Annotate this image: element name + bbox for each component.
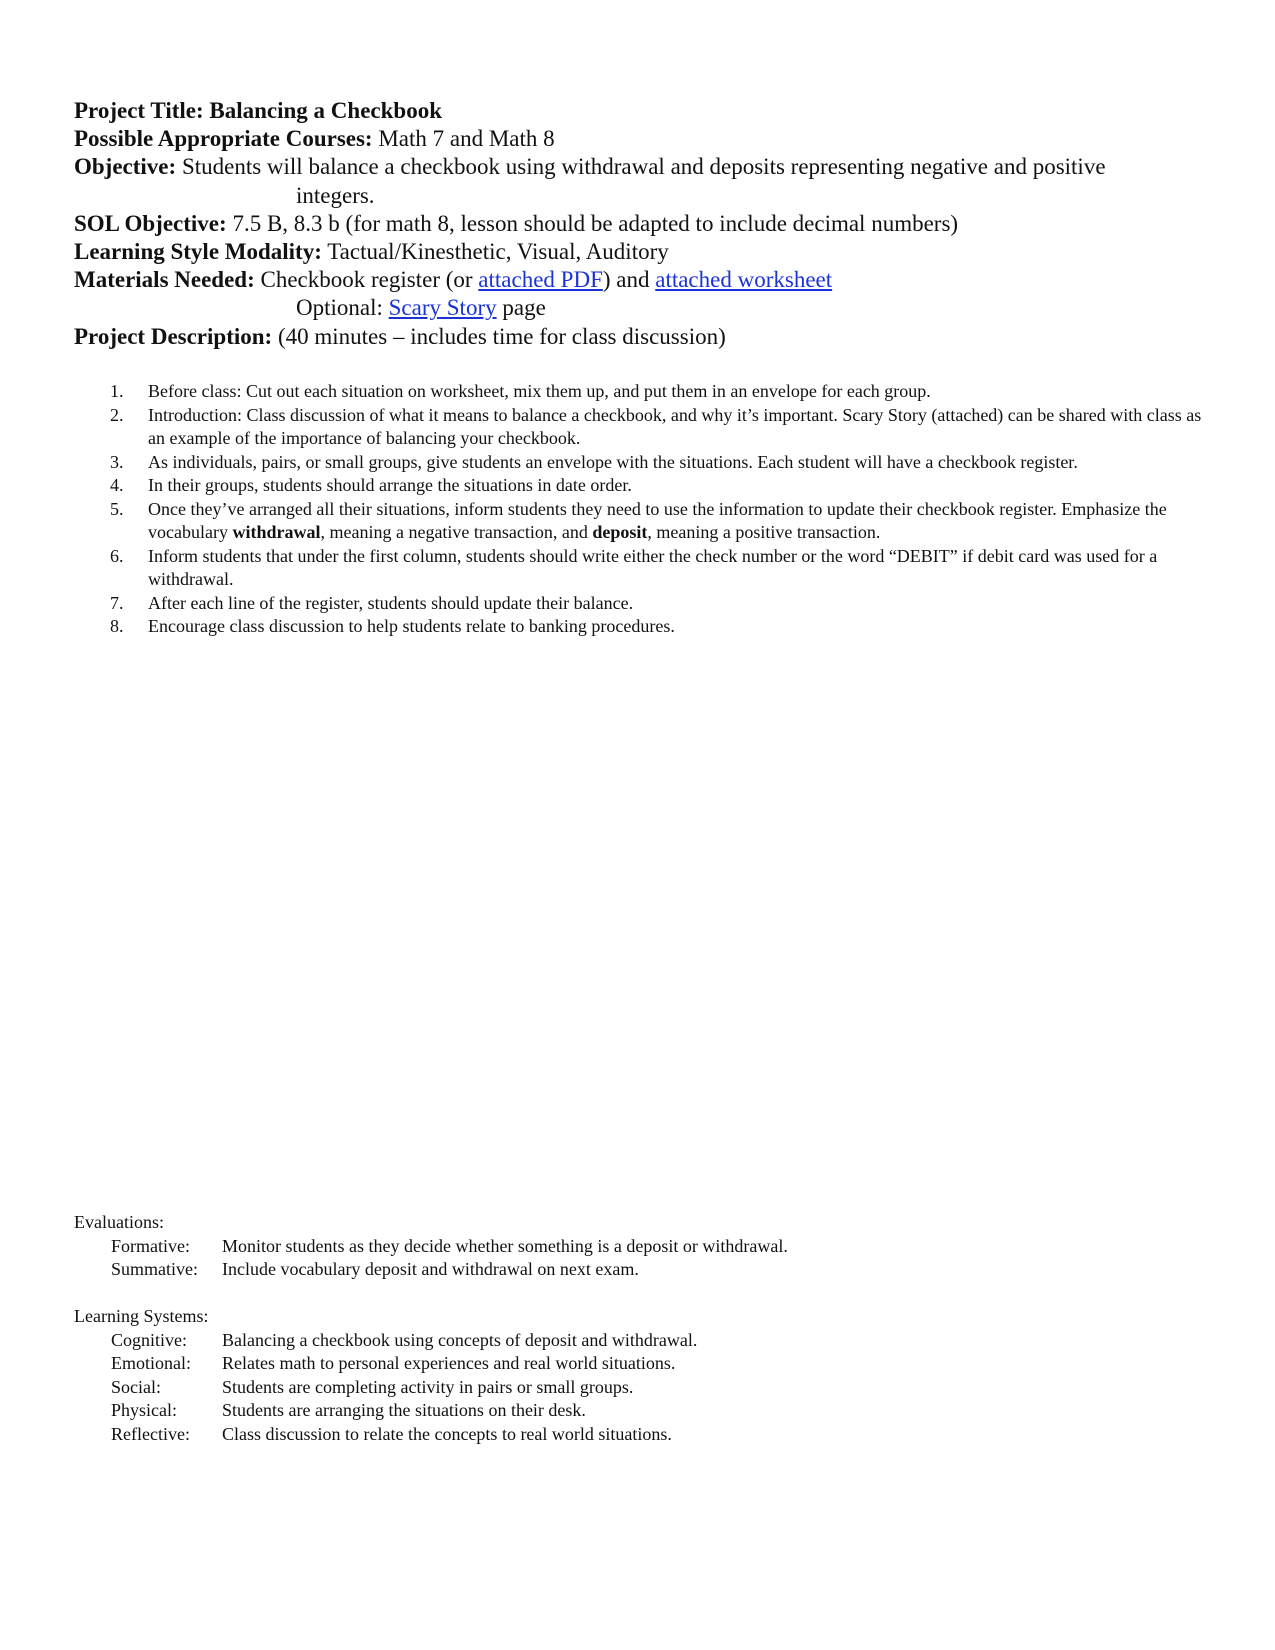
row-label: Physical: (111, 1400, 177, 1420)
section-title: Evaluations: (74, 1212, 164, 1232)
step-text (148, 499, 1167, 543)
step-number: 3. (110, 451, 124, 472)
list-item (110, 592, 1210, 616)
step-number: 2. (110, 404, 124, 425)
sol-line (74, 210, 1204, 238)
step-text: Before class: Cut out each situation on worksheet, mix them up, and put them in an envelope for each group. (148, 381, 931, 401)
courses-value: Math 7 and Math 8 (372, 126, 555, 152)
step-text: Inform students that under the first column, students should write either the check number or the word “DEBIT” if debit card was used for a withdrawal. (148, 545, 1158, 589)
modality-value: Tactual/Kinesthetic, Visual, Auditory (321, 239, 669, 265)
description-label: Project Description: (74, 323, 273, 349)
optional-post: page (496, 295, 546, 321)
row-value: Include vocabulary deposit and withdrawal on next exam. (222, 1259, 639, 1279)
objective-value: Students will balance a checkbook using withdrawal and deposits representing negative and positive (176, 154, 1106, 180)
learning-system-row (74, 1329, 698, 1353)
evaluation-row (74, 1235, 788, 1259)
section-title: Learning Systems: (74, 1306, 209, 1326)
row-value: Balancing a checkbook using concepts of deposit and withdrawal. (222, 1329, 698, 1350)
objective-line (74, 153, 1204, 181)
courses-label: Possible Appropriate Courses: (74, 126, 373, 152)
list-item (110, 474, 1210, 498)
optional-pre: Optional: (296, 295, 389, 321)
list-item (110, 545, 1210, 592)
step-number: 8. (110, 616, 124, 636)
learning-system-row (74, 1352, 676, 1376)
step-text: As individuals, pairs, or small groups, give students an envelope with the situations. Each student will have a checkbook register. (148, 451, 1078, 472)
procedure-list (110, 380, 1210, 639)
vocab-withdrawal: withdrawal (232, 522, 321, 542)
materials-line (74, 266, 1204, 294)
step-number: 4. (110, 475, 124, 495)
step-text: Introduction: Class discussion of what it means to balance a checkbook, and why it’s important. Scary Story (attached) can be shared with class as an example of the importance of balancing your checkbook. (148, 404, 1202, 448)
materials-mid: ) and (602, 267, 656, 293)
list-item (110, 451, 1210, 475)
learning-system-row (74, 1423, 672, 1447)
row-label: Cognitive: (111, 1329, 187, 1350)
optional-line (74, 294, 1204, 322)
list-item (110, 380, 1210, 404)
row-label: Summative: (111, 1259, 198, 1279)
row-value: Monitor students as they decide whether something is a deposit or withdrawal. (222, 1235, 788, 1256)
project-title-text: Project Title: Balancing a Checkbook (74, 98, 442, 123)
step-text-part: , meaning a negative transaction, and (320, 522, 593, 542)
evaluation-row (74, 1258, 639, 1282)
objective-continuation: integers. (296, 182, 375, 208)
description-line (74, 323, 1204, 351)
list-item (110, 615, 1210, 639)
step-text: Encourage class discussion to help students relate to banking procedures. (148, 616, 675, 636)
step-number: 1. (110, 381, 124, 401)
row-label: Social: (111, 1376, 161, 1397)
row-value: Students are arranging the situations on their desk. (222, 1400, 586, 1420)
attached-worksheet-link[interactable]: attached worksheet (655, 267, 833, 293)
materials-label: Materials Needed: (74, 267, 255, 293)
step-text: After each line of the register, students should update their balance. (148, 592, 634, 613)
step-text: In their groups, students should arrange the situations in date order. (148, 475, 632, 495)
row-label: Formative: (111, 1235, 190, 1256)
step-number: 5. (110, 498, 124, 519)
learning-systems-section (74, 1305, 698, 1446)
modality-label: Learning Style Modality: (74, 239, 322, 265)
scary-story-link[interactable]: Scary Story (388, 295, 497, 321)
materials-pre: Checkbook register (or (254, 267, 479, 293)
list-item (110, 404, 1210, 451)
learning-system-row (74, 1399, 586, 1423)
project-header (74, 97, 1204, 351)
step-number: 6. (110, 545, 124, 566)
list-item (110, 498, 1210, 545)
row-value: Class discussion to relate the concepts to real world situations. (222, 1423, 672, 1444)
evaluations-section (74, 1211, 788, 1282)
modality-line (74, 238, 1204, 266)
row-label: Reflective: (111, 1423, 190, 1444)
step-number: 7. (110, 592, 124, 613)
attached-pdf-link[interactable]: attached PDF (478, 267, 603, 293)
courses-line (74, 125, 1204, 153)
row-value: Relates math to personal experiences and real world situations. (222, 1353, 676, 1373)
sol-value: 7.5 B, 8.3 b (for math 8, lesson should be adapted to include decimal numbers) (226, 210, 959, 236)
objective-label: Objective: (74, 154, 177, 180)
sol-label: SOL Objective: (74, 210, 227, 236)
description-value: (40 minutes – includes time for class discussion) (272, 323, 726, 349)
learning-system-row (74, 1376, 634, 1400)
step-text-part: , meaning a positive transaction. (647, 522, 881, 542)
row-value: Students are completing activity in pairs or small groups. (222, 1376, 634, 1397)
step-text-part: Once they’ve arranged all their situations, inform students they need to use the information to update their checkbook register. Emphasize the vocabulary (148, 498, 1167, 542)
project-title (74, 97, 1204, 125)
row-label: Emotional: (111, 1353, 191, 1373)
vocab-deposit: deposit (592, 522, 648, 542)
